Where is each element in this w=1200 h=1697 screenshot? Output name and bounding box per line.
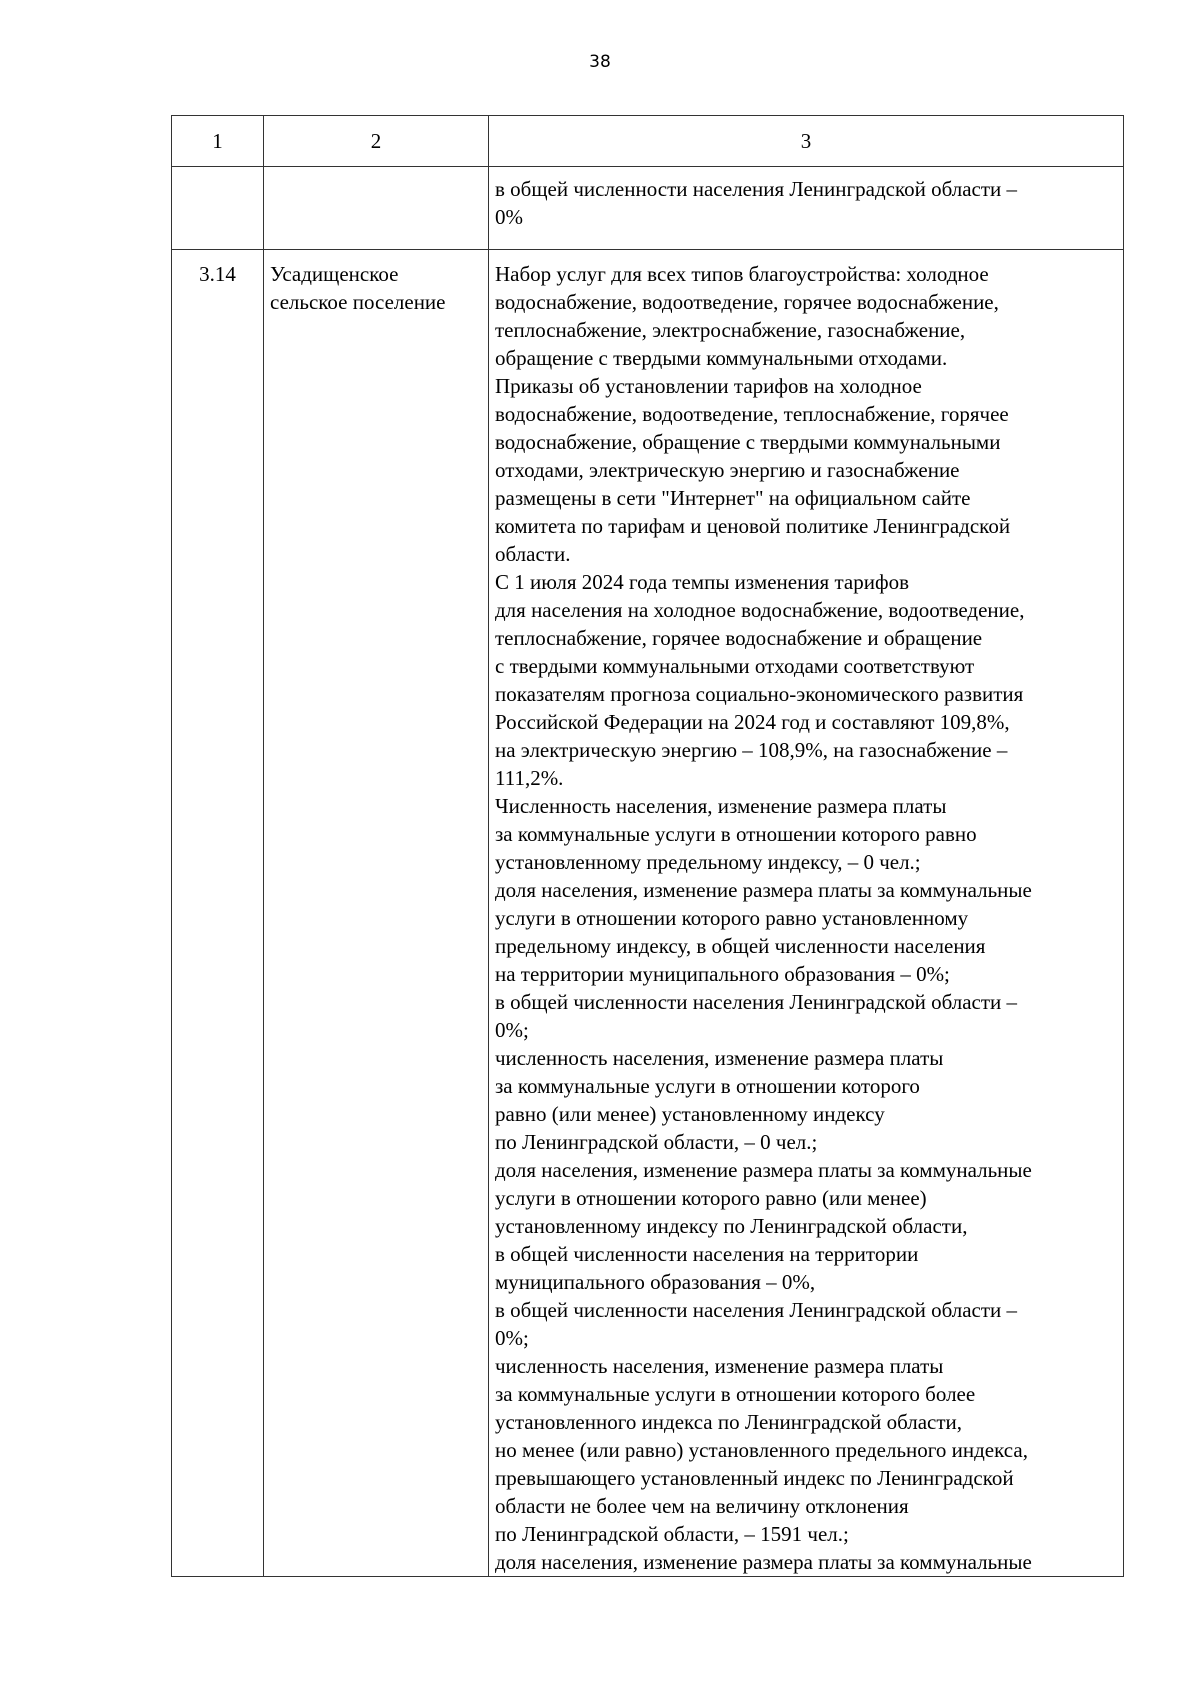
row-number-cell (172, 167, 264, 250)
text-line: предельному индексу, в общей численности населения (495, 934, 986, 958)
text-line: области не более чем на величину отклонения (495, 1494, 909, 1518)
text-line: с твердыми коммунальными отходами соответствуют (495, 654, 975, 678)
text-line: размещены в сети "Интернет" на официальном сайте (495, 486, 971, 510)
text-line: доля населения, изменение размера платы за коммунальные (495, 1158, 1032, 1182)
text-line: по Ленинградской области, – 0 чел.; (495, 1130, 818, 1154)
text-line: численность населения, изменение размера платы (495, 1354, 944, 1378)
text-line: теплоснабжение, горячее водоснабжение и обращение (495, 626, 983, 650)
description-cell (489, 250, 1124, 1577)
row-number-cell: 3.14 (172, 250, 264, 1577)
text-line: водоснабжение, водоотведение, горячее водоснабжение, (495, 290, 999, 314)
text-line: комитета по тарифам и ценовой политике Ленинградской (495, 514, 1011, 538)
text-line: водоснабжение, обращение с твердыми коммунальными (495, 430, 1001, 454)
text-line: установленному предельному индексу, – 0 чел.; (495, 850, 921, 874)
text-line: теплоснабжение, электроснабжение, газоснабжение, (495, 318, 966, 342)
text-line: показателям прогноза социально-экономического развития (495, 682, 1024, 706)
page-number: 38 (589, 52, 611, 72)
document-table (171, 115, 1124, 1577)
text-line: Приказы об установлении тарифов на холодное (495, 374, 922, 398)
header-col-3: 3 (489, 116, 1124, 167)
text-line: Российской Федерации на 2024 год и составляют 109,8%, (495, 710, 1010, 734)
text-line: за коммунальные услуги в отношении которого равно (495, 822, 977, 846)
text-line: 111,2%. (495, 766, 564, 790)
text-line: для населения на холодное водоснабжение, водоотведение, (495, 598, 1025, 622)
text-line: обращение с твердыми коммунальными отходами. (495, 346, 948, 370)
text-line: С 1 июля 2024 года темпы изменения тарифов (495, 570, 909, 594)
text-line: 0% (495, 205, 523, 229)
table-row-3-14 (172, 250, 1124, 1577)
text-line: за коммунальные услуги в отношении которого (495, 1074, 920, 1098)
table-row-continuation (172, 167, 1124, 250)
description-text (495, 260, 1117, 1576)
text-line: но менее (или равно) установленного предельного индекса, (495, 1438, 1028, 1462)
text-line: муниципального образования – 0%, (495, 1270, 816, 1294)
text-line: области. (495, 542, 571, 566)
text-line: превышающего установленный индекс по Ленинградской (495, 1466, 1014, 1490)
text-line: равно (или менее) установленному индексу (495, 1102, 885, 1126)
text-line: в общей численности населения на территории (495, 1242, 919, 1266)
text-line: установленному индексу по Ленинградской области, (495, 1214, 968, 1238)
header-col-2: 2 (264, 116, 489, 167)
text-line: отходами, электрическую энергию и газоснабжение (495, 458, 960, 482)
text-line: установленного индекса по Ленинградской области, (495, 1410, 963, 1434)
text-line: в общей численности населения Ленинградской области – (495, 1298, 1018, 1322)
text-line: Усадищенское (270, 262, 399, 286)
text-line: численность населения, изменение размера платы (495, 1046, 944, 1070)
text-line: доля населения, изменение размера платы за коммунальные (495, 1550, 1032, 1574)
text-line: Набор услуг для всех типов благоустройства: холодное (495, 262, 989, 286)
table-header-row (172, 116, 1124, 167)
text-line: 0%; (495, 1018, 529, 1042)
header-col-1: 1 (172, 116, 264, 167)
settlement-name (270, 260, 482, 316)
text-line: водоснабжение, водоотведение, теплоснабжение, горячее (495, 402, 1009, 426)
text-line: по Ленинградской области, – 1591 чел.; (495, 1522, 849, 1546)
text-line: на электрическую энергию – 108,9%, на газоснабжение – (495, 738, 1008, 762)
text-line: за коммунальные услуги в отношении которого более (495, 1382, 976, 1406)
settlement-name-cell (264, 250, 489, 1577)
text-line: в общей численности населения Ленинградской области – (495, 990, 1018, 1014)
text-line: сельское поселение (270, 290, 446, 314)
text-line: услуги в отношении которого равно установленному (495, 906, 969, 930)
text-line: доля населения, изменение размера платы за коммунальные (495, 878, 1032, 902)
text-line: на территории муниципального образования – 0%; (495, 962, 950, 986)
text-line: в общей численности населения Ленинградской области – (495, 177, 1018, 201)
description-cell (489, 167, 1124, 250)
text-line: услуги в отношении которого равно (или менее) (495, 1186, 927, 1210)
description-text (495, 175, 1117, 231)
text-line: Численность населения, изменение размера платы (495, 794, 947, 818)
settlement-name-cell (264, 167, 489, 250)
text-line: 0%; (495, 1326, 529, 1350)
